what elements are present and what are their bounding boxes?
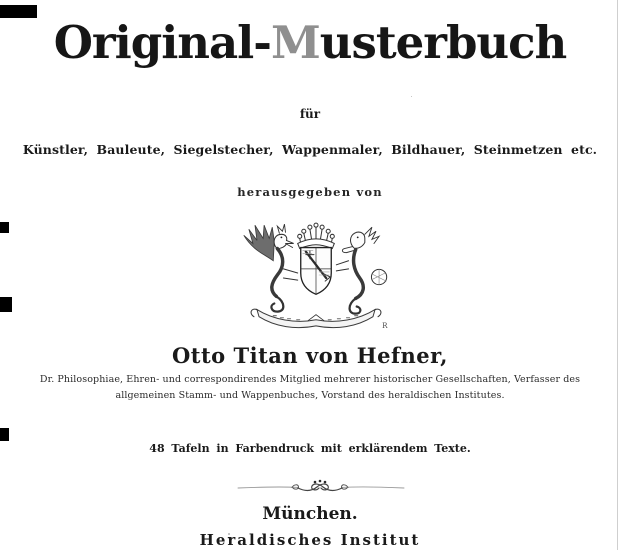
audience-line: Künstler, Bauleute, Siegelstecher, Wappenmaler, Bildhauer, Steinmetzen etc. — [22, 142, 598, 157]
author-name: Otto Titan von Hefner, — [171, 343, 448, 368]
engraver-monogram: R — [382, 320, 388, 330]
scan-artifact-left-2 — [0, 297, 12, 312]
scan-artifact-left-3 — [0, 428, 9, 441]
author-credentials-line-1: Dr. Philosophiae, Ehren- und correspondirendes Mitglied mehrerer historischer Gesellschaften, Verfasser des — [39, 374, 581, 385]
title-part-1: Original- — [53, 16, 271, 69]
flourish-divider-icon — [236, 478, 406, 496]
scan-artifact-left-1 — [0, 222, 9, 233]
imprint-city: München. — [262, 504, 358, 524]
page-edge-line — [617, 0, 618, 550]
imprint-publisher: Heraldisches Institut — [199, 531, 421, 549]
book-title — [0, 16, 620, 69]
title-part-2: usterbuch — [319, 16, 567, 69]
edition-note: 48 Tafeln in Farbendruck mit erklärendem Texte. — [149, 442, 471, 455]
subtitle-for: für — [299, 107, 321, 121]
paper-speck — [411, 96, 412, 97]
author-credentials-line-2: allgemeinen Stamm- und Wappenbuches, Vorstand des heraldischen Institutes. — [115, 390, 505, 401]
coat-of-arms-emblem — [238, 216, 394, 334]
title-faded-initial: M — [270, 16, 320, 69]
published-by-line: herausgegeben von — [237, 185, 383, 199]
